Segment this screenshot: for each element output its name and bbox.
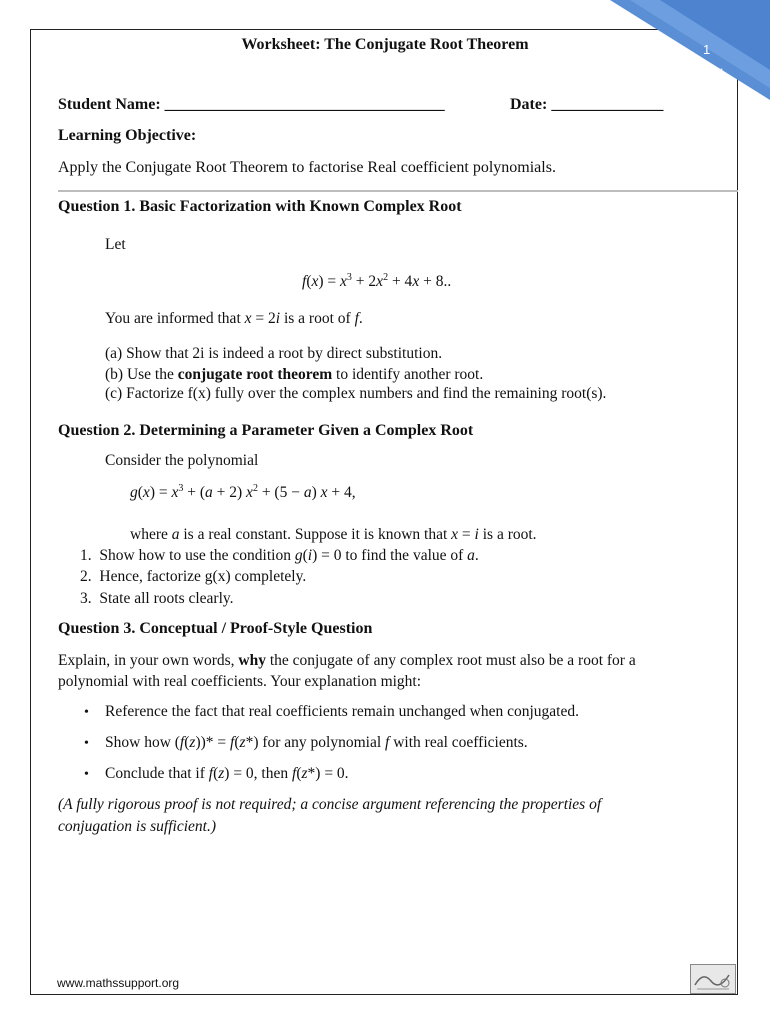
bullet-dot: • (84, 705, 89, 720)
q3-bullet-1: Reference the fact that real coefficients remain unchanged when conjugated. (105, 703, 579, 720)
q2-item-1: 1. Show how to use the condition g(i) = 0 to find the value of a. (80, 547, 479, 564)
q2-intro: Consider the polynomial (105, 452, 259, 469)
q2-condition: where a is a real constant. Suppose it is known that x = i is a root. (130, 526, 537, 543)
q1-let: Let (105, 236, 126, 253)
bullet-dot: • (84, 767, 89, 782)
objective-heading: Learning Objective: (58, 127, 197, 144)
footer-url[interactable]: www.mathssupport.org (57, 976, 180, 990)
maths-support-logo (690, 964, 736, 994)
q3-note-line-2: conjugation is sufficient.) (58, 818, 216, 835)
q2-equation: $g(x) = x^3 + (a + 2) x^2 + (5 - a) x + 4$, (130, 483, 356, 502)
q1-given: You are informed that x = 2i is a root of f. (105, 310, 363, 327)
divider (58, 190, 738, 192)
date-field: Date: ______________ (510, 96, 664, 113)
q1-part-b: (b) Use the conjugate root theorem to identify another root. (105, 366, 484, 383)
q1-equation: $f(x) = x^3 + 2x^2 + 4x + 8$.. (302, 272, 452, 291)
page-number: 1 (703, 42, 711, 57)
q3-heading: Question 3. Conceptual / Proof-Style Question (58, 620, 373, 637)
q3-note-line-1: (A fully rigorous proof is not required; a concise argument referencing the properties of (58, 796, 602, 813)
q3-intro-line-1: Explain, in your own words, why the conjugate of any complex root must also be a root for a (58, 652, 636, 669)
q3-bullet-2: Show how (f(z))* = f(z*) for any polynomial f with real coefficients. (105, 734, 528, 751)
course-label: IB AAHL (683, 67, 727, 79)
student-name-field: Student Name: ___________________________________ (58, 96, 445, 113)
q1-heading: Question 1. Basic Factorization with Known Complex Root (58, 198, 462, 215)
q2-item-3: 3. State all roots clearly. (80, 590, 234, 607)
q2-item-2: 2. Hence, factorize g(x) completely. (80, 568, 307, 585)
q3-bullet-3: Conclude that if f(z) = 0, then f(z*) = 0. (105, 765, 349, 782)
objective-text: Apply the Conjugate Root Theorem to factorise Real coefficient polynomials. (58, 159, 556, 176)
page-title: Worksheet: The Conjugate Root Theorem (241, 36, 529, 53)
bullet-dot: • (84, 736, 89, 751)
q3-intro-line-2: polynomial with real coefficients. Your explanation might: (58, 673, 422, 690)
q1-part-a: (a) Show that 2i is indeed a root by direct substitution. (105, 345, 443, 362)
q1-part-c: (c) Factorize f(x) fully over the complex numbers and find the remaining root(s). (105, 385, 607, 402)
q2-heading: Question 2. Determining a Parameter Given a Complex Root (58, 422, 474, 439)
